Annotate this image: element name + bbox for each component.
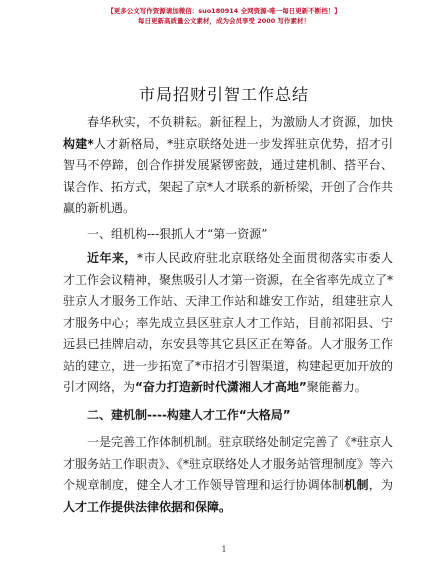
section-1-heading: 一、组机构---狠抓人才“第一资源” [87, 226, 268, 241]
intro-paragraph [63, 112, 393, 220]
section-2-paragraph [63, 432, 393, 518]
intro-text-a: 春华秋实，不负耕耘。新征程上，为激励人才资源，加快 [87, 115, 393, 129]
section-1-end: 聚能蓄力。 [306, 380, 367, 394]
promo-banner [0, 6, 448, 26]
promo-banner-line-2: 每日更新高质量公文素材，成为会员享受 2000 写作素材！ [137, 17, 311, 25]
intro-bold-text: 构建* [63, 136, 94, 151]
section-1-paragraph [63, 248, 393, 399]
section-1-bold-lead: 近年来， [87, 251, 137, 265]
page-number: 1 [221, 545, 227, 554]
section-2-bold-2: 人才工作提供法律依据和保障。 [63, 499, 232, 514]
document-body [63, 112, 393, 518]
section-1-quote: “奋力打造新时代潇湘人才高地” [135, 380, 307, 394]
section-2-bold-1: 机制 [344, 478, 369, 492]
section-2-text-b: ，为 [368, 478, 393, 492]
promo-banner-line-1: 【更多公文写作资源请加微信：suo180914 全网资源-唯一每日更新不断档！】 [107, 7, 341, 15]
document-title: 市局招财引智工作总结 [138, 85, 309, 104]
section-2-heading: 二、建机制----构建人才工作“大格局” [87, 407, 291, 422]
section-1-text: *市人民政府驻北京联络处全面贯彻落实市委人才工作会议精神，聚焦吸引人才第一资源，在全省率先成立了*驻京人才服务工作站、天津工作站和雄安工作站，组建驻京人才服务中心；率先成立县区驻京人才工作站，目前祁阳县、宁远县已挂牌启动，东安县等其它县区正在筹备。人才服务工作站的建立，进一步拓宽了*市招才引智渠道，构建起更加开放的引才网络，为 [63, 251, 394, 394]
section-2-text-a: 一是完善工作体制机制。驻京联络处制定完善了《*驻京人才服务站工作职责》、《*驻京联络处人才服务站管理制度》等六个规章制度，健全人才工作领导管理和运行协调体制 [63, 435, 394, 492]
intro-text-b: 人才新格局，*驻京联络处进一步发挥驻京优势，招才引智马不停蹄，创合作拼发展紧锣密鼓，通过建机制、搭平台、谋合作、拓方式，架起了京*人才联系的新桥梁，开创了合作共赢的新机遇。 [63, 136, 394, 215]
